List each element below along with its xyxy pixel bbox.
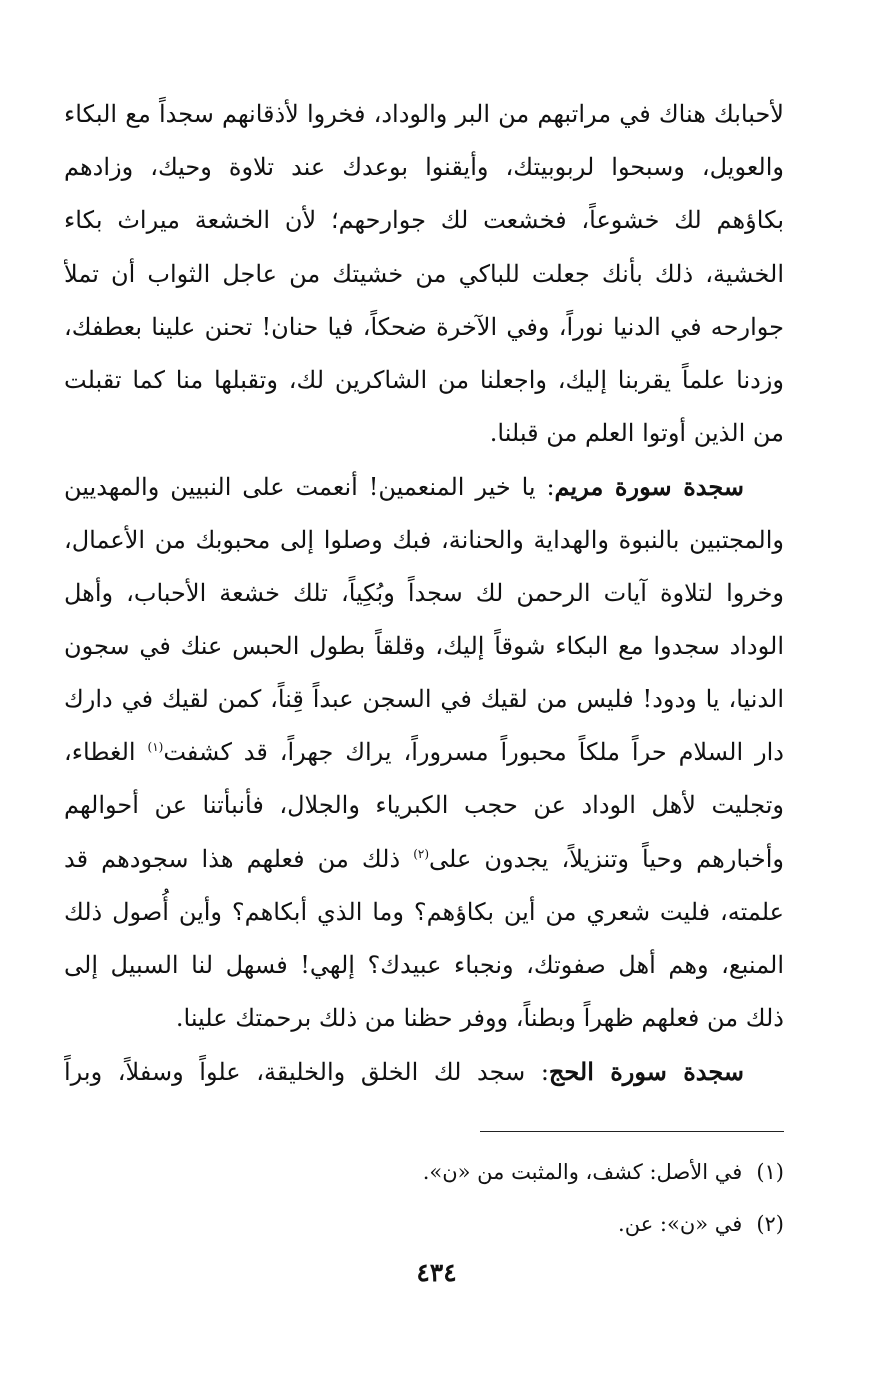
footnote-number: (١)	[756, 1160, 784, 1184]
footnote-marker-2: (٢)	[413, 846, 430, 861]
text-line: الدنيا، يا ودود! فليس من لقيك في السجن عبداً قِناً، كمن لقيك في دارك	[64, 685, 784, 714]
text-line: المنبع، وهم أهل صفوتك، ونجباء عبيدك؟ إلهي! فسهل لنا السبيل إلى	[64, 951, 784, 979]
text-span: : يا خير المنعمين! أنعمت على النبيين والمهديين	[64, 473, 555, 502]
text-line: وزدنا علماً يقربنا إليك، واجعلنا من الشاكرين لك، وتقبلها منا كما تقبلت	[64, 365, 784, 394]
section-heading-maryam: سجدة سورة مريم	[554, 472, 744, 502]
text-line: لأحبابك هناك في مراتبهم من البر والوداد، فخروا لأذقانهم سجداً مع البكاء	[64, 100, 784, 128]
text-line: وتجليت لأهل الوداد عن حجب الكبرياء والجلال، فأنبأتنا عن أحوالهم	[64, 791, 784, 820]
text-line: الوداد سجدوا مع البكاء شوقاً إليك، وقلقاً بطول الحبس عنك في سجون	[64, 631, 784, 660]
page-number: ٤٣٤	[416, 1258, 457, 1287]
section-heading-hajj: سجدة سورة الحج	[548, 1057, 744, 1087]
text-span: الغطاء،	[64, 738, 148, 767]
main-text	[64, 88, 784, 1099]
footnote-marker-1: (١)	[147, 740, 164, 755]
text-line: والمجتبين بالنبوة والهداية والحنانة، فبك وصلوا إلى محبوبك من الأعمال،	[64, 525, 784, 554]
footnote-number: (٢)	[756, 1212, 784, 1236]
footnote-divider	[480, 1131, 784, 1132]
text-line	[64, 1045, 784, 1098]
footnotes	[184, 1150, 784, 1254]
footnote-text: في «ن»: عن.	[618, 1212, 743, 1236]
text-line: الخشية، ذلك بأنك جعلت للباكي من خشيتك من عاجل الثواب أن تملأ	[64, 259, 784, 288]
text-span: دار السلام حراً ملكاً محبوراً مسروراً، يراك جهراً، قد كشفت	[163, 738, 784, 767]
text-span: وأخبارهم وحياً وتنزيلاً، يجدون على	[429, 844, 784, 873]
text-line	[64, 460, 784, 513]
text-span: ذلك من فعلهم هذا سجودهم قد	[64, 844, 414, 873]
footnote-1	[184, 1150, 784, 1202]
text-line: علمته، فليت شعري من أين بكاؤهم؟ وما الذي أبكاهم؟ وأين أُصول ذلك	[64, 897, 784, 926]
footnote-text: في الأصل: كشف، والمثبت من «ن».	[422, 1160, 743, 1184]
text-line	[64, 833, 784, 886]
text-line: بكاؤهم لك خشوعاً، فخشعت لك جوارحهم؛ لأن الخشعة ميراث بكاء	[64, 206, 784, 235]
footnote-2	[184, 1202, 784, 1254]
text-line: ذلك من فعلهم ظهراً وبطناً، ووفر حظنا من ذلك برحمتك علينا.	[175, 1004, 784, 1033]
text-line	[64, 726, 784, 779]
text-line: من الذين أوتوا العلم من قبلنا.	[489, 419, 784, 448]
text-line: والعويل، وسبحوا لربوبيتك، وأيقنوا بوعدك عند تلاوة وحيك، وزادهم	[64, 153, 784, 182]
text-span: : سجد لك الخلق والخليقة، علواً وسفلاً، وبراً	[64, 1058, 549, 1087]
text-line: جوارحه في الدنيا نوراً، وفي الآخرة ضحكاً، فيا حنان! تحنن علينا بعطفك،	[64, 312, 784, 341]
text-line: وخروا لتلاوة آيات الرحمن لك سجداً وبُكِياً، تلك خشعة الأحباب، وأهل	[64, 578, 784, 607]
